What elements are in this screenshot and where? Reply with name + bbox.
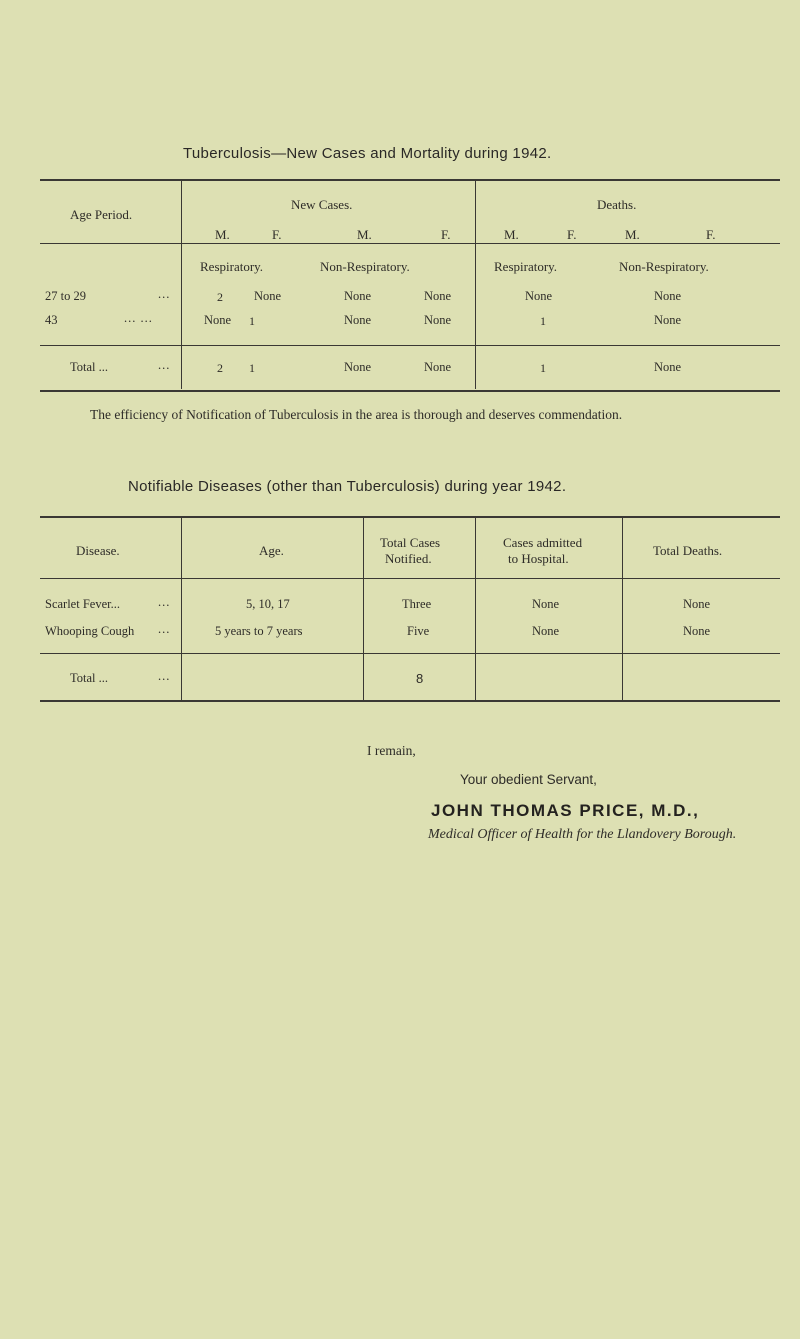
nd-row-2-disease: Whooping Cough [45, 624, 135, 638]
nd-row-1-deaths: None [683, 597, 711, 611]
tb-header-nc-f2: F. [441, 227, 451, 242]
tb-header-nc-f1: F. [272, 227, 282, 242]
nd-total-notified: 8 [416, 671, 424, 686]
tb-row-1-age: 27 to 29 [45, 289, 86, 303]
nd-col-divider-1 [181, 517, 182, 702]
tb-total-nc-resp-f: 1 [249, 361, 255, 375]
nd-row-1-dots: ... [158, 595, 171, 609]
tb-bottom-rule [40, 390, 780, 392]
tb-sub-nc-nonrespiratory: Non-Respiratory. [320, 259, 410, 274]
nd-header-deaths: Total Deaths. [653, 543, 723, 558]
tb-header-new-cases: New Cases. [291, 197, 353, 212]
nd-col-divider-3 [475, 517, 476, 702]
nd-row-2-dots: ... [158, 622, 171, 636]
nd-total-rule [40, 653, 780, 654]
tb-total-label: Total ... [70, 360, 109, 374]
tb-row-1-d-non: None [654, 289, 682, 303]
nd-bottom-rule [40, 700, 780, 702]
tb-sub-d-nonrespiratory: Non-Respiratory. [619, 259, 709, 274]
nd-total-label: Total ... [70, 671, 109, 685]
nd-row-2-deaths: None [683, 624, 711, 638]
signature-name: JOHN THOMAS PRICE, M.D., [431, 801, 700, 820]
tb-row-2-nc-resp-f: 1 [249, 314, 255, 328]
tb-total-nc-non-f: None [424, 360, 452, 374]
nd-header-hospital-2: to Hospital. [508, 551, 569, 566]
tb-row-2-d-resp: 1 [540, 314, 546, 328]
closing-remain: I remain, [367, 743, 416, 758]
tb-row-1-dots: ... [158, 287, 171, 301]
tb-header-d-f1: F. [567, 227, 577, 242]
nd-row-2-age: 5 years to 7 years [215, 624, 303, 638]
tb-col-divider-1 [181, 180, 182, 389]
tb-total-nc-resp-m: 2 [217, 361, 223, 375]
tb-header-nc-m2: M. [357, 227, 372, 242]
nd-header-hospital-1: Cases admitted [503, 535, 583, 550]
tb-row-1-nc-resp-m: 2 [217, 290, 223, 304]
tb-total-d-resp: 1 [540, 361, 546, 375]
tb-row-2-nc-resp-m: None [204, 313, 232, 327]
tb-row-2-age: 43 [45, 313, 58, 327]
nd-col-divider-4 [622, 517, 623, 702]
tb-row-2-nc-non-f: None [424, 313, 452, 327]
tb-row-1-nc-non-f: None [424, 289, 452, 303]
tb-sub-d-respiratory: Respiratory. [494, 259, 558, 274]
tb-total-dots: ... [158, 358, 171, 372]
nd-header-age: Age. [259, 543, 284, 558]
tb-row-2-dots: ... ... [124, 311, 153, 325]
nd-header-disease: Disease. [76, 543, 120, 558]
tb-total-nc-non-m: None [344, 360, 372, 374]
tb-row-1-nc-resp-f: None [254, 289, 282, 303]
tb-col-divider-2 [475, 180, 476, 389]
tb-header-rule [40, 243, 780, 244]
tb-row-2-nc-non-m: None [344, 313, 372, 327]
tb-header-d-f2: F. [706, 227, 716, 242]
nd-top-rule [40, 516, 780, 518]
tb-header-age-period: Age Period. [70, 207, 133, 222]
nd-row-1-disease: Scarlet Fever... [45, 597, 120, 611]
tb-row-2-d-non: None [654, 313, 682, 327]
tb-sub-nc-respiratory: Respiratory. [200, 259, 264, 274]
nd-header-notified-2: Notified. [385, 551, 432, 566]
nd-row-1-hospital: None [532, 597, 560, 611]
nd-row-1-notified: Three [402, 597, 432, 611]
tb-row-1-d-resp: None [525, 289, 553, 303]
tb-row-1-nc-non-m: None [344, 289, 372, 303]
tb-total-rule [40, 345, 780, 346]
nd-row-2-hospital: None [532, 624, 560, 638]
closing-position: Medical Officer of Health for the Llandovery Borough. [428, 827, 737, 842]
nd-header-notified-1: Total Cases [380, 535, 441, 550]
tb-header-d-m1: M. [504, 227, 519, 242]
nd-header-rule [40, 578, 780, 579]
tb-top-rule [40, 179, 780, 181]
nd-col-divider-2 [363, 517, 364, 702]
closing-servant: Your obedient Servant, [460, 772, 597, 787]
tb-header-deaths: Deaths. [597, 197, 637, 212]
tb-comment: The efficiency of Notification of Tuberculosis in the area is thorough and deserves commendation. [90, 407, 623, 422]
nd-row-1-age: 5, 10, 17 [246, 597, 290, 611]
tb-title: Tuberculosis—New Cases and Mortality during 1942. [183, 145, 552, 162]
nd-title: Notifiable Diseases (other than Tuberculosis) during year 1942. [128, 478, 567, 495]
nd-row-2-notified: Five [407, 624, 430, 638]
tb-header-d-m2: M. [625, 227, 640, 242]
nd-total-dots: ... [158, 669, 171, 683]
tb-header-nc-m1: M. [215, 227, 230, 242]
tb-total-d-non: None [654, 360, 682, 374]
